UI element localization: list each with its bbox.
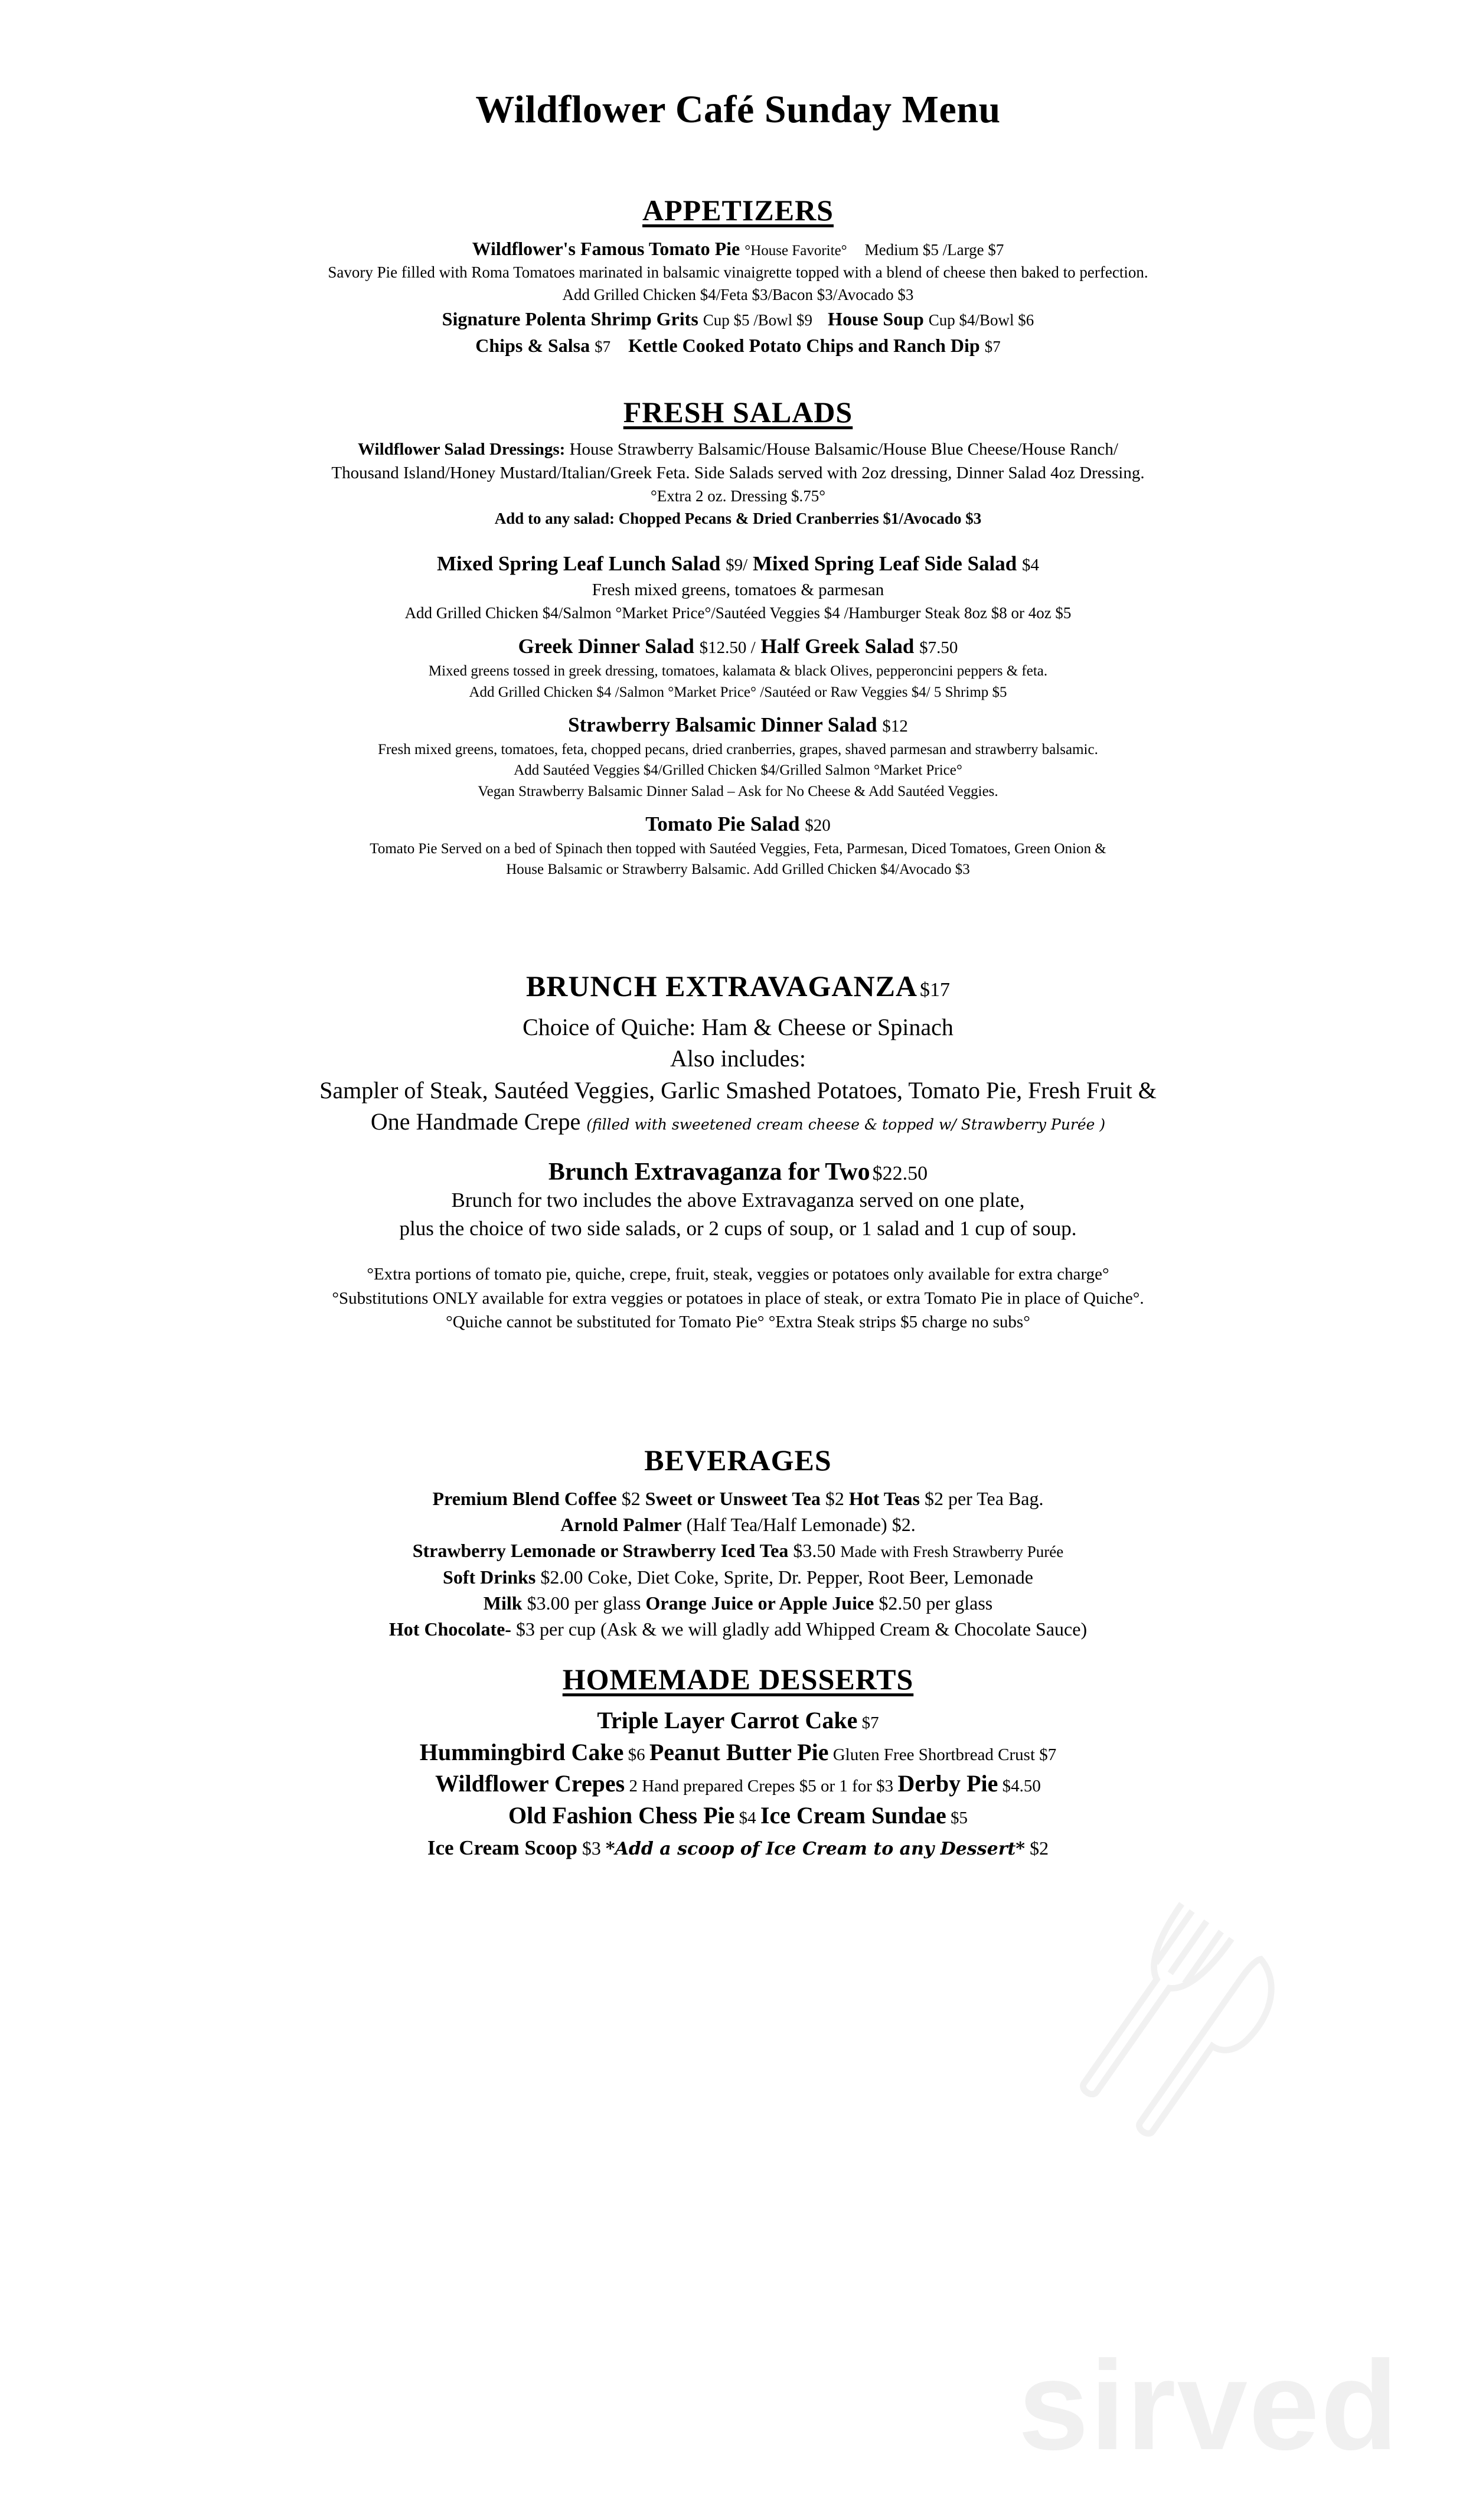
dessert-line-part: Wildflower Crepes (435, 1770, 625, 1797)
brunch-crepe-label: One Handmade Crepe (370, 1108, 581, 1135)
brunch-note-3: °Quiche cannot be substituted for Tomato Pie° °Extra Steak strips $5 charge no subs° (446, 1313, 1030, 1332)
item-note: °House Favorite° (744, 242, 847, 259)
item-price-2: $7.50 (919, 638, 958, 658)
section-heading-brunch (94, 969, 1382, 1003)
item-description-2: House Balsamic or Strawberry Balsamic. Add Grilled Chicken $4/Avocado $3 (506, 861, 970, 878)
item-price: $7 (595, 337, 611, 355)
dessert-line-part: $6 (623, 1745, 649, 1764)
beverage-line (94, 1590, 1382, 1616)
item-price: $12.50 / (699, 638, 756, 658)
beverage-line-part: (Half Tea/Half Lemonade) $2. (681, 1514, 916, 1536)
item-name: Tomato Pie Salad (645, 812, 800, 836)
section-heading-desserts: HOMEMADE DESSERTS (562, 1662, 914, 1696)
brunch-line-2: Also includes: (670, 1045, 806, 1072)
beverage-line-part: $2 (616, 1488, 645, 1510)
item-description: Tomato Pie Served on a bed of Spinach then topped with Sautéed Veggies, Feta, Parmesan, Diced Tomatoes, Green Onion & (370, 840, 1106, 857)
dressings-line-1: House Strawberry Balsamic/House Balsamic/House Blue Cheese/House Ranch/ (569, 439, 1118, 459)
item-name-2: Mixed Spring Leaf Side Salad (752, 552, 1017, 576)
beverage-line (94, 1564, 1382, 1590)
beverage-line-part: $3.50 (788, 1540, 841, 1562)
dessert-line-part: Derby Pie (897, 1770, 998, 1797)
beverage-line (94, 1616, 1382, 1642)
item-price-2: $7 (984, 337, 1001, 355)
fork-knife-icon (1045, 1897, 1299, 2154)
dessert-line-part: 2 Hand prepared Crepes $5 or 1 for $3 (625, 1777, 898, 1796)
dessert-line-part: Peanut Butter Pie (649, 1738, 829, 1765)
beverage-line-part: Hot Chocolate- (388, 1618, 511, 1640)
beverage-line-part: Arnold Palmer (560, 1514, 682, 1536)
dessert-line-part: $3 (577, 1837, 606, 1859)
salad-dressings (94, 438, 1382, 462)
menu-item-mixed-spring-leaf (94, 550, 1382, 578)
dessert-line-part: $7 (857, 1713, 879, 1732)
brunch-two-line-2: plus the choice of two side salads, or 2 cups of soup, or 1 salad and 1 cup of soup. (399, 1216, 1077, 1240)
beverage-line-part: Made with Fresh Strawberry Purée (840, 1543, 1064, 1561)
item-addons: Add Grilled Chicken $4 /Salmon °Market Price° /Sautéed or Raw Veggies $4/ 5 Shrimp $5 (469, 684, 1007, 700)
page-title: Wildflower Café Sunday Menu (475, 88, 1001, 131)
menu-item-greek-dinner-salad (94, 632, 1382, 661)
dessert-line-part: Hummingbird Cake (419, 1738, 624, 1765)
beverage-line-part: Soft Drinks (443, 1566, 536, 1588)
dressings-label: Wildflower Salad Dressings: (358, 439, 566, 459)
sirved-watermark: sirved (1018, 2334, 1399, 2476)
dessert-line-part: Gluten Free Shortbread Crust $7 (828, 1745, 1057, 1764)
item-name: Mixed Spring Leaf Lunch Salad (437, 552, 721, 576)
item-addons: Add Grilled Chicken $4/Salmon °Market Price°/Sautéed Veggies $4 /Hamburger Steak 8oz $8 or 4oz $5 (404, 603, 1072, 622)
item-description: Fresh mixed greens, tomatoes & parmesan (592, 580, 884, 600)
beverage-line (94, 1512, 1382, 1538)
brunch-line-4 (94, 1106, 1382, 1138)
beverage-line-part: $2 (820, 1488, 849, 1510)
item-price: Cup $5 /Bowl $9 (703, 311, 813, 329)
brunch-price: $17 (920, 978, 951, 1001)
beverage-line-part: Sweet or Unsweet Tea (645, 1488, 821, 1510)
dessert-line-part: *Add a scoop of Ice Cream to any Dessert* (605, 1839, 1026, 1860)
dessert-line-part: Old Fashion Chess Pie (508, 1801, 735, 1829)
menu-item-polenta-shrimp-grits (94, 306, 1382, 332)
section-heading-beverages: BEVERAGES (644, 1444, 832, 1477)
item-price: $12 (882, 717, 908, 736)
item-name-2: House Soup (828, 308, 924, 330)
item-price: $9/ (726, 556, 748, 575)
dessert-line-part: Ice Cream Sundae (760, 1801, 946, 1829)
dressings-line-4: Add to any salad: Chopped Pecans & Dried Cranberries $1/Avocado $3 (494, 509, 982, 527)
beverage-line-part: $2.00 Coke, Diet Coke, Sprite, Dr. Pepper, Root Beer, Lemonade (535, 1566, 1033, 1588)
dessert-line (94, 1800, 1382, 1832)
item-name: Signature Polenta Shrimp Grits (442, 308, 698, 330)
section-heading-appetizers: APPETIZERS (642, 193, 834, 227)
brunch-line-1: Choice of Quiche: Ham & Cheese or Spinach (523, 1013, 953, 1040)
dessert-line-part: Triple Layer Carrot Cake (597, 1706, 858, 1734)
item-description: Savory Pie filled with Roma Tomatoes marinated in balsamic vinaigrette topped with a blend of cheese then baked to perfection. (328, 263, 1148, 281)
dessert-line-part: $2 (1025, 1837, 1049, 1859)
beverage-list (94, 1486, 1382, 1642)
beverage-line-part: $3.00 per glass (522, 1592, 646, 1614)
brunch-for-two-heading (94, 1158, 1382, 1186)
item-addons: Add Grilled Chicken $4/Feta $3/Bacon $3/Avocado $3 (562, 285, 914, 303)
item-name-2: Kettle Cooked Potato Chips and Ranch Dip (628, 334, 980, 356)
dessert-line (94, 1831, 1382, 1863)
beverage-line-part: $2 per Tea Bag. (919, 1488, 1044, 1510)
item-price-2: Cup $4/Bowl $6 (928, 311, 1034, 329)
dessert-line (94, 1736, 1382, 1768)
item-description: Fresh mixed greens, tomatoes, feta, chopped pecans, dried cranberries, grapes, shaved parmesan and strawberry balsamic. (378, 741, 1098, 758)
menu-item-tomato-pie-salad (94, 810, 1382, 838)
brunch-note-2: °Substitutions ONLY available for extra veggies or potatoes in place of steak, or extra Tomato Pie in place of Quiche°. (332, 1288, 1144, 1308)
brunch-two-line-1: Brunch for two includes the above Extravaganza served on one plate, (451, 1189, 1025, 1212)
dessert-line-part: $4 (734, 1808, 760, 1827)
menu-page (0, 89, 1476, 2520)
dessert-list (94, 1705, 1382, 1863)
menu-item-tomato-pie (94, 236, 1382, 262)
beverage-line (94, 1486, 1382, 1512)
brunch-crepe-note: (filled with sweetened cream cheese & topped w/ Strawberry Purée ) (586, 1116, 1106, 1134)
brunch-two-price: $22.50 (872, 1163, 928, 1185)
brunch-line-3: Sampler of Steak, Sautéed Veggies, Garlic Smashed Potatoes, Tomato Pie, Fresh Fruit & (319, 1076, 1157, 1104)
item-name: Chips & Salsa (475, 334, 590, 356)
dessert-line (94, 1705, 1382, 1736)
item-name-2: Half Greek Salad (760, 635, 915, 658)
item-description: Mixed greens tossed in greek dressing, tomatoes, kalamata & black Olives, pepperoncini peppers & feta. (428, 663, 1048, 680)
beverage-line-part: Milk (483, 1592, 523, 1614)
beverage-line (94, 1538, 1382, 1563)
item-addons: Add Sautéed Veggies $4/Grilled Chicken $4/Grilled Salmon °Market Price° (514, 762, 962, 779)
item-name: Strawberry Balsamic Dinner Salad (568, 713, 877, 737)
beverage-line-part: Hot Teas (848, 1488, 920, 1510)
brunch-two-title: Brunch Extravaganza for Two (548, 1158, 870, 1186)
dessert-line-part: $5 (946, 1808, 968, 1827)
beverage-line-part: $2.50 per glass (874, 1592, 993, 1614)
beverage-line-part: Premium Blend Coffee (432, 1488, 617, 1510)
dessert-line (94, 1768, 1382, 1800)
item-name: Greek Dinner Salad (518, 635, 694, 658)
item-price-2: $4 (1022, 556, 1039, 575)
item-price: Medium $5 /Large $7 (864, 240, 1004, 259)
dessert-line-part: Ice Cream Scoop (427, 1836, 577, 1860)
menu-item-strawberry-balsamic-salad (94, 711, 1382, 739)
dessert-line-part: $4.50 (998, 1777, 1041, 1796)
item-vegan-note: Vegan Strawberry Balsamic Dinner Salad – Ask for No Cheese & Add Sautéed Veggies. (478, 783, 998, 799)
brunch-heading-text: BRUNCH EXTRAVAGANZA (525, 969, 918, 1003)
item-price: $20 (805, 816, 831, 835)
beverage-line-part: $3 per cup (Ask & we will gladly add Whipped Cream & Chocolate Sauce) (511, 1618, 1088, 1640)
beverage-line-part: Strawberry Lemonade or Strawberry Iced Tea (412, 1540, 789, 1562)
brunch-note-1: °Extra portions of tomato pie, quiche, crepe, fruit, steak, veggies or potatoes only available for extra charge° (367, 1265, 1109, 1284)
dressings-line-3: °Extra 2 oz. Dressing $.75° (650, 487, 826, 505)
section-heading-fresh-salads: FRESH SALADS (623, 395, 853, 429)
dressings-line-2: Thousand Island/Honey Mustard/Italian/Greek Feta. Side Salads served with 2oz dressing, Dinner Salad 4oz Dressing. (331, 463, 1145, 483)
beverage-line-part: Orange Juice or Apple Juice (645, 1592, 874, 1614)
item-name: Wildflower's Famous Tomato Pie (472, 237, 740, 259)
menu-item-chips-salsa (94, 332, 1382, 358)
